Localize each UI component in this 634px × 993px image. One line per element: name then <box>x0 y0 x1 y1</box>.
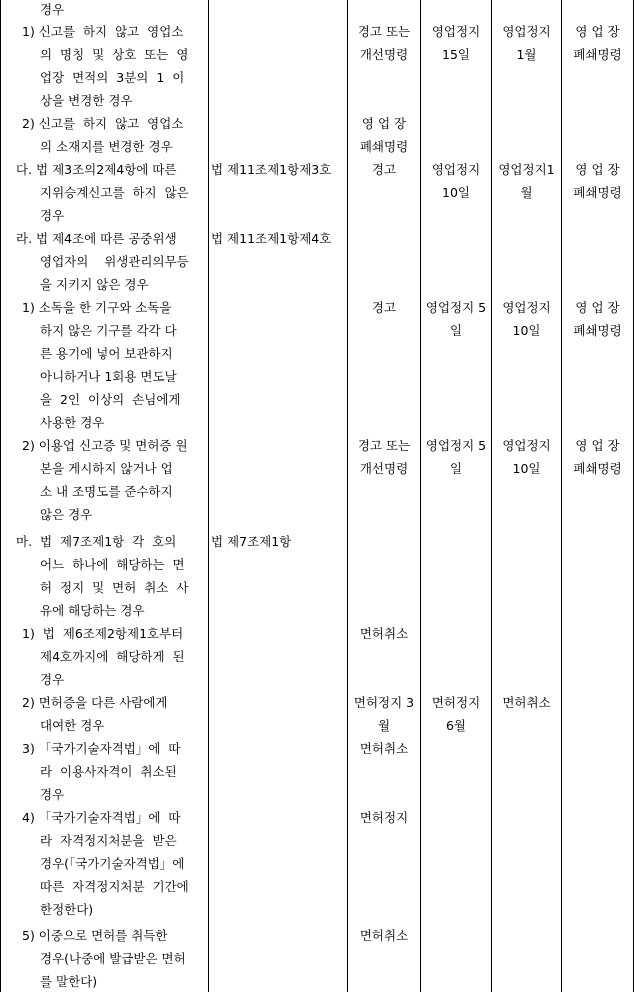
first-violation: 폐쇄명령 <box>359 139 409 154</box>
row-description: 경우 <box>40 208 65 223</box>
third-violation: 10일 <box>512 323 541 338</box>
second-violation: 면허정지 <box>431 695 481 710</box>
fourth-violation: 영 업 장 <box>575 24 620 39</box>
row-description: 를 말한다) <box>40 974 98 989</box>
third-violation: 1월 <box>516 47 537 62</box>
second-violation: 영업정지 <box>431 162 481 177</box>
fourth-violation: 폐쇄명령 <box>573 47 622 62</box>
row-description: 경우 <box>40 787 65 802</box>
first-violation: 경고 <box>371 300 397 315</box>
row-description: 다. 법 제3조의2제4항에 따른 <box>16 162 177 177</box>
column-divider-second <box>491 0 492 992</box>
first-violation: 면허정지 3 <box>353 695 415 710</box>
fourth-violation: 폐쇄명령 <box>573 185 622 200</box>
third-violation: 10일 <box>512 461 541 476</box>
row-description: 3) 「국가기술자격법」에 따 <box>22 741 181 756</box>
row-description: 상을 변경한 경우 <box>40 93 133 108</box>
first-violation: 개선명령 <box>359 461 409 476</box>
row-description: 소 내 조명도를 준수하지 <box>40 484 173 499</box>
row-description: 지위승계신고를 하지 않은 <box>40 185 189 200</box>
row-description: 른 용기에 넣어 보관하지 <box>40 346 173 361</box>
row-description: 2) 면허증을 다른 사람에게 <box>22 695 168 710</box>
row-description: 의 소재지를 변경한 경우 <box>40 139 173 154</box>
row-description: 어느 하나에 해당하는 면 <box>40 557 185 572</box>
row-description: 1) 소독을 한 기구와 소독을 <box>22 300 172 315</box>
first-violation: 개선명령 <box>359 47 409 62</box>
first-violation: 월 <box>377 718 391 733</box>
row-description: 유에 해당하는 경우 <box>40 603 145 618</box>
third-violation: 월 <box>520 185 533 200</box>
first-violation: 면허취소 <box>359 928 409 943</box>
row-description: 허 정지 및 면허 취소 사 <box>40 580 189 595</box>
first-violation: 경고 <box>371 162 397 177</box>
row-description: 라. 법 제4조에 따른 공중위생 <box>16 231 177 246</box>
table-border-left <box>0 0 1 992</box>
row-description: 대여한 경우 <box>40 718 105 733</box>
row-description: 하지 않은 기구를 각각 다 <box>40 323 177 338</box>
fourth-violation: 폐쇄명령 <box>573 461 622 476</box>
second-violation: 일 <box>449 323 463 338</box>
fourth-violation: 영 업 장 <box>575 300 620 315</box>
second-violation: 6월 <box>445 718 467 733</box>
row-description: 경우 <box>40 672 65 687</box>
row-description: 의 명칭 및 상호 또는 영 <box>40 47 189 62</box>
law-reference: 법 제11조제1항제4호 <box>211 231 332 246</box>
third-violation: 면허취소 <box>502 695 551 710</box>
row-description: 따른 자격정지처분 기간에 <box>40 879 189 894</box>
third-violation: 영업정지 <box>502 24 551 39</box>
first-violation: 면허정지 <box>359 810 409 825</box>
row-description: 않은 경우 <box>40 507 93 522</box>
column-divider-first <box>420 0 421 992</box>
row-description: 제4호까지에 해당하게 된 <box>40 649 185 664</box>
row-description: 라 이용사자격이 취소된 <box>40 764 177 779</box>
first-violation: 영 업 장 <box>361 116 407 131</box>
row-description: 한정한다) <box>40 902 94 917</box>
fourth-violation: 영 업 장 <box>575 162 620 177</box>
third-violation: 영업정지1 <box>498 162 555 177</box>
row-description: 2) 신고를 하지 않고 영업소 <box>22 116 184 131</box>
second-violation: 영업정지 5 <box>425 438 487 453</box>
row-description: 5) 이중으로 면허를 취득한 <box>22 928 168 943</box>
row-description: 경우(「국가기술자격법」에 <box>40 856 185 871</box>
column-divider-description <box>208 0 209 992</box>
row-description: 4) 「국가기술자격법」에 따 <box>22 810 181 825</box>
row-description: 사용한 경우 <box>40 415 105 430</box>
second-violation: 10일 <box>442 185 470 200</box>
fourth-violation: 폐쇄명령 <box>573 323 622 338</box>
second-violation: 영업정지 <box>431 24 481 39</box>
fourth-violation: 영 업 장 <box>575 438 620 453</box>
row-description: 경우 <box>40 2 65 17</box>
column-divider-third <box>561 0 562 992</box>
first-violation: 경고 또는 <box>357 24 411 39</box>
third-violation: 영업정지 <box>502 300 551 315</box>
first-violation: 면허취소 <box>359 741 409 756</box>
row-description: 라 자격정지처분을 받은 <box>40 833 177 848</box>
row-description: 경우(나중에 발급받은 면허 <box>40 951 186 966</box>
row-description: 업장 면적의 3분의 1 이 <box>40 70 185 85</box>
row-description: 영업자의 위생관리의무등 <box>40 254 189 269</box>
second-violation: 15일 <box>442 47 470 62</box>
second-violation: 영업정지 5 <box>425 300 487 315</box>
row-description: 2) 이용업 신고증 및 면허증 원 <box>22 438 188 453</box>
row-description: 을 지키지 않은 경우 <box>40 277 149 292</box>
first-violation: 경고 또는 <box>357 438 411 453</box>
row-description: 1) 신고를 하지 않고 영업소 <box>22 24 184 39</box>
second-violation: 일 <box>449 461 463 476</box>
first-violation: 면허취소 <box>359 626 409 641</box>
row-description: 마. 법 제7조제1항 각 호의 <box>16 534 177 549</box>
law-reference: 법 제7조제1항 <box>211 534 292 549</box>
row-description: 1) 법 제6조제2항제1호부터 <box>22 626 184 641</box>
row-description: 아니하거나 1회용 면도날 <box>40 369 177 384</box>
law-reference: 법 제11조제1항제3호 <box>211 162 332 177</box>
row-description: 본을 게시하지 않거나 업 <box>40 461 173 476</box>
third-violation: 영업정지 <box>502 438 551 453</box>
row-description: 을 2인 이상의 손님에게 <box>40 392 181 407</box>
